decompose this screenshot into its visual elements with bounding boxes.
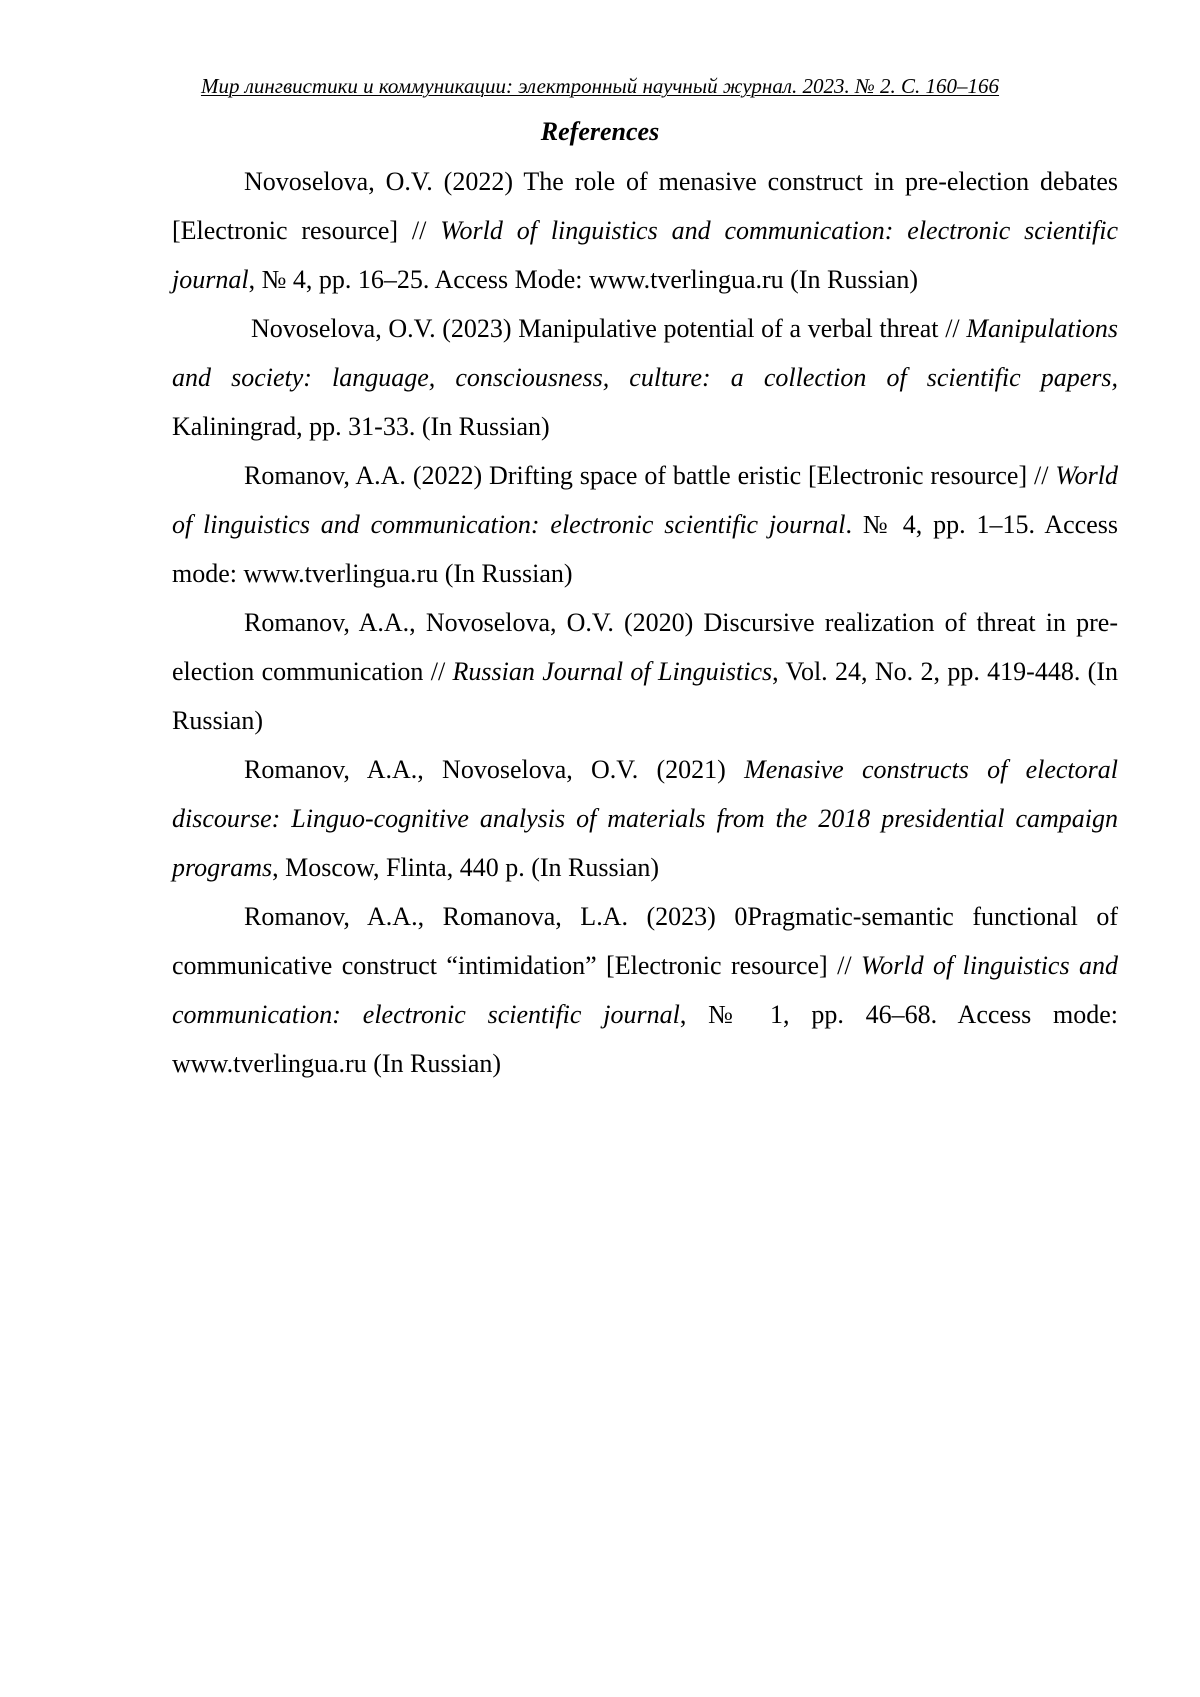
reference-text: Romanov, A.A., Romanova, L.A. (2023) 0Pragmatic-semantic functional of communicative construct “intimidation” [Electronic resource] // (172, 902, 1118, 980)
reference-text: , Moscow, Flinta, 440 p. (In Russian) (272, 853, 659, 882)
reference-text: Novoselova, O.V. (2022) The role of menasive construct in pre-election debates [Electronic resource] // (172, 167, 1118, 245)
reference-item (172, 451, 1118, 598)
reference-text: Novoselova, O.V. (2023) Manipulative potential of a verbal threat // (251, 314, 966, 343)
reference-source-title: Menasive constructs of electoral discourse: Linguo-cognitive analysis of materials from the 2018 presidential campaign programs (172, 755, 1118, 882)
reference-source-title: World of linguistics and communication: electronic scientific journal (172, 461, 1118, 539)
reference-list (172, 157, 1118, 1088)
reference-item (172, 157, 1118, 304)
reference-item (172, 745, 1118, 892)
reference-text: , Vol. 24, No. 2, pp. 419-448. (In Russian) (172, 657, 1118, 735)
reference-item (172, 892, 1118, 1088)
journal-citation-line: Мир лингвистики и коммуникации: электронный научный журнал. 2023. № 2. С. 160–166 (201, 74, 999, 98)
reference-text: Romanov, A.A. (2022) Drifting space of battle eristic [Electronic resource] // (244, 461, 1055, 490)
reference-text: , № 4, pp. 16–25. Access Mode: www.tverlingua.ru (In Russian) (249, 265, 918, 294)
reference-item (172, 304, 1118, 451)
document-page (0, 0, 1200, 1697)
section-title: References (0, 116, 1200, 148)
reference-source-title: Russian Journal of Linguistics (453, 657, 773, 686)
reference-text: Romanov, A.A., Novoselova, O.V. (2020) Discursive realization of threat in pre-election communication // (172, 608, 1118, 686)
reference-source-title: World of linguistics and communication: electronic scientific journal (172, 216, 1118, 294)
reference-text: . № 4, pp. 1–15. Access mode: www.tverlingua.ru (In Russian) (172, 510, 1118, 588)
reference-text: Kaliningrad, pp. 31-33. (In Russian) (172, 412, 550, 441)
reference-item (172, 598, 1118, 745)
reference-text: , № 1, pp. 46–68. Access mode: www.tverlingua.ru (In Russian) (172, 1000, 1118, 1078)
reference-source-title: World of linguistics and communication: electronic scientific journal (172, 951, 1118, 1029)
reference-source-title: Manipulations and society: language, consciousness, culture: a collection of scientific papers, (172, 314, 1118, 392)
reference-text: Romanov, A.A., Novoselova, O.V. (2021) (244, 755, 744, 784)
running-header (0, 72, 1200, 100)
